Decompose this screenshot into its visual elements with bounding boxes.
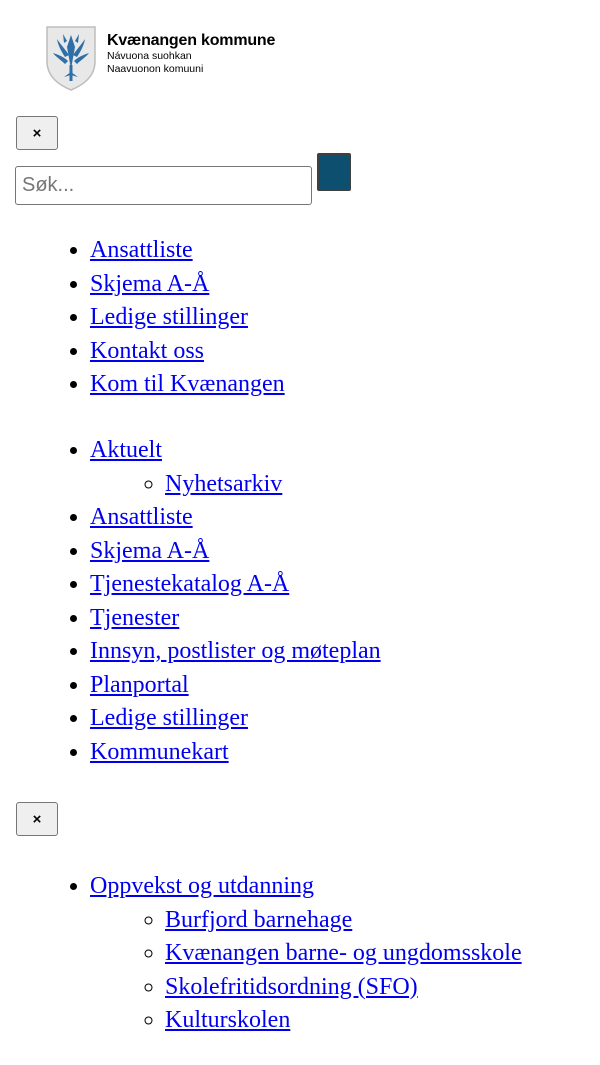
quick-link-kom-til-kvaenangen[interactable]: Kom til Kvænangen <box>90 371 285 397</box>
list-item <box>90 702 381 736</box>
brand-sub-name-1: Návuona suohkan <box>107 50 192 62</box>
sector-link-burfjord-barnehage[interactable]: Burfjord barnehage <box>165 906 353 933</box>
list-item <box>90 568 381 602</box>
submenu-aktuelt <box>90 468 381 502</box>
sector-menu-list <box>0 870 600 1038</box>
list-item <box>90 602 381 636</box>
submenu-oppvekst <box>90 904 600 1038</box>
list-item <box>165 468 381 502</box>
sector-link-sfo[interactable]: Skolefritidsordning (SFO) <box>165 973 418 1000</box>
list-item <box>165 971 600 1005</box>
quick-link-kontakt-oss[interactable]: Kontakt oss <box>90 337 204 364</box>
quick-link-ledige-stillinger[interactable]: Ledige stillinger <box>90 304 248 330</box>
quick-link-ansattliste[interactable]: Ansattliste <box>90 237 193 263</box>
list-item <box>165 1004 600 1038</box>
search-input[interactable] <box>15 166 312 205</box>
menu-link-aktuelt[interactable]: Aktuelt <box>90 437 162 463</box>
close-icon: × <box>32 124 42 142</box>
quick-links-list <box>0 234 285 402</box>
list-item <box>90 234 285 268</box>
list-item <box>165 904 600 938</box>
quick-link-skjema[interactable]: Skjema A-Å <box>90 270 210 297</box>
menu-link-innsyn[interactable]: Innsyn, postlister og møteplan <box>90 638 381 664</box>
list-item <box>90 635 381 669</box>
menu-link-tjenestekatalog[interactable]: Tjenestekatalog A-Å <box>90 571 290 597</box>
brand-name: Kvænangen kommune <box>107 32 276 49</box>
list-item <box>90 501 381 535</box>
list-item <box>90 535 381 569</box>
list-item <box>90 669 381 703</box>
list-item <box>90 736 381 770</box>
list-item <box>90 268 285 302</box>
brand-sub-name-2: Naavuonon komuuni <box>107 63 204 75</box>
list-item <box>90 434 381 501</box>
menu-link-kommunekart[interactable]: Kommunekart <box>90 738 229 765</box>
menu-link-tjenester[interactable]: Tjenester <box>90 604 180 631</box>
list-item <box>90 870 600 1038</box>
close-menu-button[interactable] <box>16 116 58 150</box>
coat-of-arms-icon <box>45 25 97 91</box>
sector-link-kulturskolen[interactable]: Kulturskolen <box>165 1007 291 1033</box>
menu-link-planportal[interactable]: Planportal <box>90 671 189 698</box>
sector-link-kvaenangen-skole[interactable]: Kvænangen barne- og ungdomsskole <box>165 940 522 966</box>
list-item <box>90 335 285 369</box>
list-item <box>165 937 600 971</box>
sector-link-oppvekst[interactable]: Oppvekst og utdanning <box>90 873 314 899</box>
menu-link-nyhetsarkiv[interactable]: Nyhetsarkiv <box>165 470 283 497</box>
home-logo-link[interactable] <box>45 25 315 90</box>
main-menu-list <box>0 434 381 769</box>
menu-link-ledige-stillinger[interactable]: Ledige stillinger <box>90 705 248 731</box>
search-button[interactable] <box>317 153 351 191</box>
menu-link-skjema[interactable]: Skjema A-Å <box>90 537 210 564</box>
close-icon: × <box>32 810 42 828</box>
brand-names <box>107 32 275 76</box>
close-sector-menu-button[interactable] <box>16 802 58 836</box>
menu-link-ansattliste[interactable]: Ansattliste <box>90 504 193 530</box>
list-item <box>90 368 285 402</box>
list-item <box>90 301 285 335</box>
